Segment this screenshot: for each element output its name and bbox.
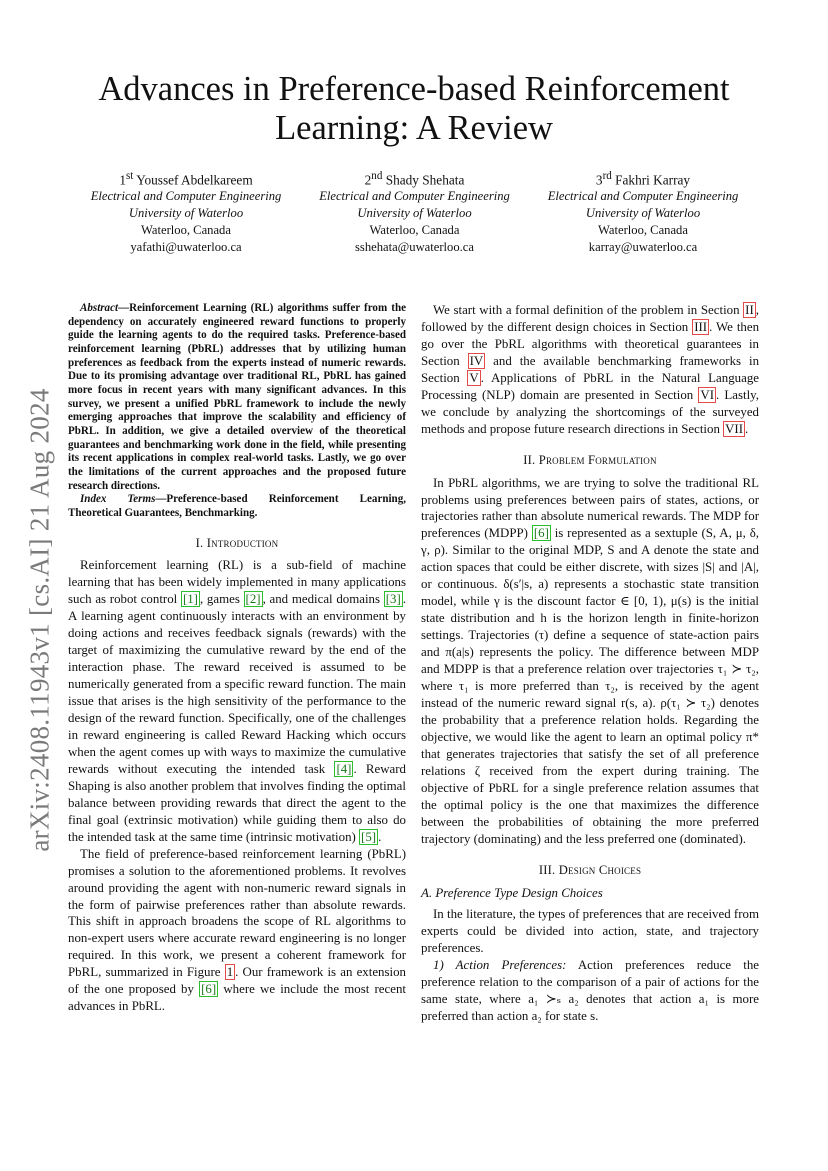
author-ordinal-suffix: nd [371, 170, 383, 182]
text-run: . A learning agent continuously interacts with an environment by doing actions and receives feedback signals (rewards) with the target of maximizing the cumulative reward by the end of the interaction phase. The reward received is assumed to be numerically generated from a specific reward function. The main issue that arises is the high sensitivity of the performance to the design of the reward function. Specifically, one of the challenges in reward engineering is called Reward Hacking which occurs when the agent comes up with ways to maximize the cumulative rewards without executing the intended task [68, 592, 406, 776]
citation-link[interactable]: [3] [385, 592, 401, 607]
section-heading-introduction: I. Introduction [195, 535, 279, 550]
author-university: University of Waterloo [128, 206, 244, 221]
author-email: karray@uwaterloo.ca [588, 240, 698, 255]
design-paragraph-1: In the literature, the types of preferences that are received from experts could be divided into action, state, and trajectory preferences. [421, 907, 759, 956]
paper-title [60, 70, 768, 148]
text-run: , and medical domains [262, 592, 384, 607]
author-name: Shady Shehata [385, 172, 465, 188]
author-name: Youssef Abdelkareem [136, 172, 253, 188]
title-line-1: Advances in Preference-based Reinforcement [98, 70, 730, 108]
author-university: University of Waterloo [357, 206, 472, 221]
author-ordinal: 1 [119, 172, 126, 188]
section-link[interactable]: VII [725, 421, 744, 436]
text-run: . [378, 829, 382, 844]
section-link[interactable]: IV [469, 353, 484, 368]
title-line-2: Learning: A Review [275, 109, 553, 147]
text-run: . We then go over the PbRL algorithms with theoretical guarantees in Section [421, 319, 760, 368]
text-run: . Our framework is an extension of the one proposed by [68, 965, 406, 997]
text-run: Action preferences reduce the preference relation to the comparison of a pair of actions for the same state, where a₁ ≻ₛ a₂ denotes that action a₁ is more preferred than action a₂ for state s. [421, 958, 759, 1024]
text-run: We start with a formal definition of the problem in Section [433, 303, 744, 317]
section-heading-problem-formulation: II. Problem Formulation [523, 452, 657, 467]
author-2 [301, 168, 529, 256]
text-run: The field of preference-based reinforcement learning (PbRL) promises a solution to the aforementioned problems. It revolves around providing the agent with non-numeric reward signals in the form of pairwise preferences rather than absolute rewards. This shift in approach broadens the scope of RL algorithms to non-expert users where accurate reward engineering is no longer required. In this work, we present a coherent framework for PbRL, summarized in Figure [68, 846, 406, 980]
roadmap-paragraph [421, 302, 759, 438]
author-email: yafathi@uwaterloo.ca [130, 240, 242, 255]
left-column [68, 302, 406, 1015]
subsection-heading-preference-type: A. Preference Type Design Choices [421, 885, 603, 900]
text-run: , games [199, 592, 244, 607]
author-department: Electrical and Computer Engineering [547, 189, 739, 204]
text-run: In PbRL algorithms, we are trying to solve the traditional RL problems using preferences between pairs of states, actions, or trajectories rather than absolute numerical rewards. The MDP for preferences (MDPP) [421, 475, 759, 541]
citation-link[interactable]: [1] [182, 592, 198, 607]
author-name: Fakhri Karray [615, 172, 691, 188]
author-3 [529, 168, 757, 256]
section-heading-design-choices: III. Design Choices [538, 862, 642, 877]
paragraph-label: 1) Action Preferences: [433, 958, 567, 973]
index-terms-label: Index Terms [80, 493, 156, 506]
author-location: Waterloo, Canada [369, 223, 460, 238]
section-link[interactable]: V [469, 370, 479, 385]
arxiv-sidebar-stamp [20, 365, 60, 875]
arxiv-id-label: arXiv:2408.11943v1 [cs.AI] 21 Aug 2024 [24, 388, 55, 852]
index-terms [68, 493, 406, 520]
section-link[interactable]: III [694, 319, 708, 334]
intro-paragraph-2 [68, 846, 406, 1016]
design-paragraph-2 [421, 957, 759, 1025]
author-block [72, 168, 757, 256]
text-run: and the available benchmarking frameworks in Section [421, 353, 760, 385]
text-run: . [745, 421, 749, 436]
text-run: Reinforcement learning (RL) is a sub-field of machine learning that has been widely implemented in many applications such as robot control [68, 558, 406, 607]
author-ordinal: 3 [595, 172, 603, 188]
author-email: sshehata@uwaterloo.ca [355, 240, 474, 255]
right-column [421, 302, 759, 1025]
abstract-label: Abstract [80, 302, 119, 314]
section-link[interactable]: II [745, 303, 754, 317]
author-ordinal-suffix: rd [602, 170, 612, 182]
index-terms-text: —Preference-based Reinforcement Learning, Theoretical Guarantees, Benchmarking. [68, 493, 406, 519]
citation-link[interactable]: [6] [533, 526, 549, 541]
abstract [68, 302, 406, 493]
text-run: . Reward Shaping is also another problem that involves finding the optimal balance between providing rewards that direct the agent to the final goal (extrinsic motivation) while guiding them to also do the intended task at the same time (intrinsic motivation) [68, 761, 406, 844]
text-run: where we include the most recent advances in PbRL. [68, 982, 406, 1014]
section-link[interactable]: VI [700, 387, 714, 402]
text-run: . Lastly, we conclude by analyzing the shortcomings of the surveyed methods and propose future research directions in Section [421, 387, 759, 436]
text-run: is represented as a sextuple (S, A, μ, δ, γ, ρ). Similar to the original MDP, S and A denote the state and action spaces that could be either discrete, with sizes |S| and |A|, or continuous. δ(s′|s, a) represents a stochastic state transition model, while γ is the discount factor ∈ [0, 1), μ(s) is the initial state distribution and h is the horizon length in finite-horizon settings. Trajectories (τ) define a sequence of state-action pairs and π(a|s) represents the policy. The difference between MDP and MDPP is that a preference relation over trajectories τ₁ ≻ τ₂, where τ₁ is more preferred than τ₂, is received by the agent instead of the numeric reward signal r(s, a). ρ(τ₁ ≻ τ₂) denotes the probability that a preference relation holds. Regarding the objective, we would like the agent to learn an optimal policy π* that generates trajectories that satisfy the set of all preference relations ζ received from the expert during training. The objective of PbRL for a single preference relation assumes that the optimal policy is the one that maximizes the difference between the probabilities of obtaining the more preferred trajectory (dominating) and the less preferred one (dominated). [421, 526, 759, 846]
citation-link[interactable]: [5] [361, 829, 377, 844]
intro-paragraph-1 [68, 557, 406, 845]
text-run: , followed by the different design choices in Section [421, 303, 759, 334]
citation-link[interactable]: [2] [245, 592, 261, 607]
abstract-text: —Reinforcement Learning (RL) algorithms suffer from the dependency on accurately engineered reward functions to properly guide the learning agents to do the required tasks. Preference-based reinforcement learning (PbRL) addresses that by utilizing human preferences as feedback from the experts instead of numeric rewards. Due to its promising advantage over traditional RL, PbRL has gained more focus in recent years with many significant advances. In this survey, we present a unified PbRL framework to include the newly emerging approaches that improve the scalability and efficiency of PbRL. In addition, we give a detailed overview of the theoretical guarantees and benchmarking work done in the field, while presenting its recent applications in complex real-world tasks. Lastly, we go over the limitations of the current approaches and the proposed future research directions. [68, 302, 406, 492]
author-location: Waterloo, Canada [598, 223, 688, 238]
citation-link[interactable]: [4] [336, 761, 352, 776]
figure-link[interactable]: 1 [226, 965, 234, 980]
citation-link[interactable]: [6] [201, 982, 217, 997]
author-department: Electrical and Computer Engineering [319, 189, 510, 204]
author-location: Waterloo, Canada [141, 223, 231, 238]
problem-paragraph [421, 475, 759, 848]
author-1 [72, 168, 300, 256]
author-ordinal: 2 [364, 172, 372, 188]
author-ordinal-suffix: st [125, 170, 134, 182]
text-run: . Applications of PbRL in the Natural Language Processing (NLP) domain are presented in Section [421, 370, 759, 402]
author-university: University of Waterloo [585, 206, 701, 221]
author-department: Electrical and Computer Engineering [90, 189, 282, 204]
